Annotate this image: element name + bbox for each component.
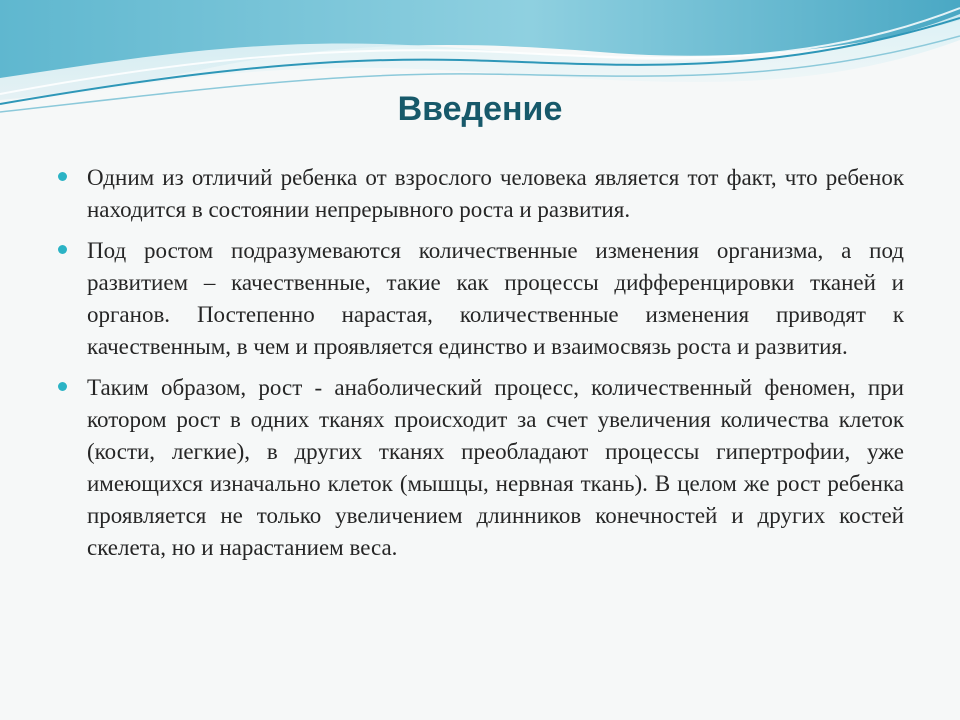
bullet-text: Одним из отличий ребенка от взрослого человека является тот факт, что ребенок находится в состоянии непрерывного роста и развития.	[87, 165, 904, 222]
bullet-text: Таким образом, рост - анаболический процесс, количественный феномен, при котором рост в одних тканях происходит за счет увеличения количества клеток (кости, легкие), в других тканях преобладают процессы гипертрофии, уже имеющихся изначально клеток (мышцы, нервная ткань). В целом же рост ребенка проявляется не только увеличением длинников конечностей и других костей скелета, но и нарастанием веса.	[87, 375, 904, 560]
bullet-dot-icon	[58, 245, 67, 254]
bullet-dot-icon	[58, 382, 67, 391]
bullet-text: Под ростом подразумеваются количественные изменения организма, а под развитием – качественные, такие как процессы дифференцировки тканей и органов. Постепенно нарастая, количественные изменения приводят к качественным, в чем и проявляется единство и взаимосвязь роста и развития.	[87, 238, 904, 359]
bullet-list	[58, 162, 904, 573]
bullet-item	[58, 372, 904, 564]
bullet-dot-icon	[58, 172, 67, 181]
bullet-item	[58, 235, 904, 363]
slide-title: Введение	[397, 90, 563, 128]
bullet-item	[58, 162, 904, 226]
